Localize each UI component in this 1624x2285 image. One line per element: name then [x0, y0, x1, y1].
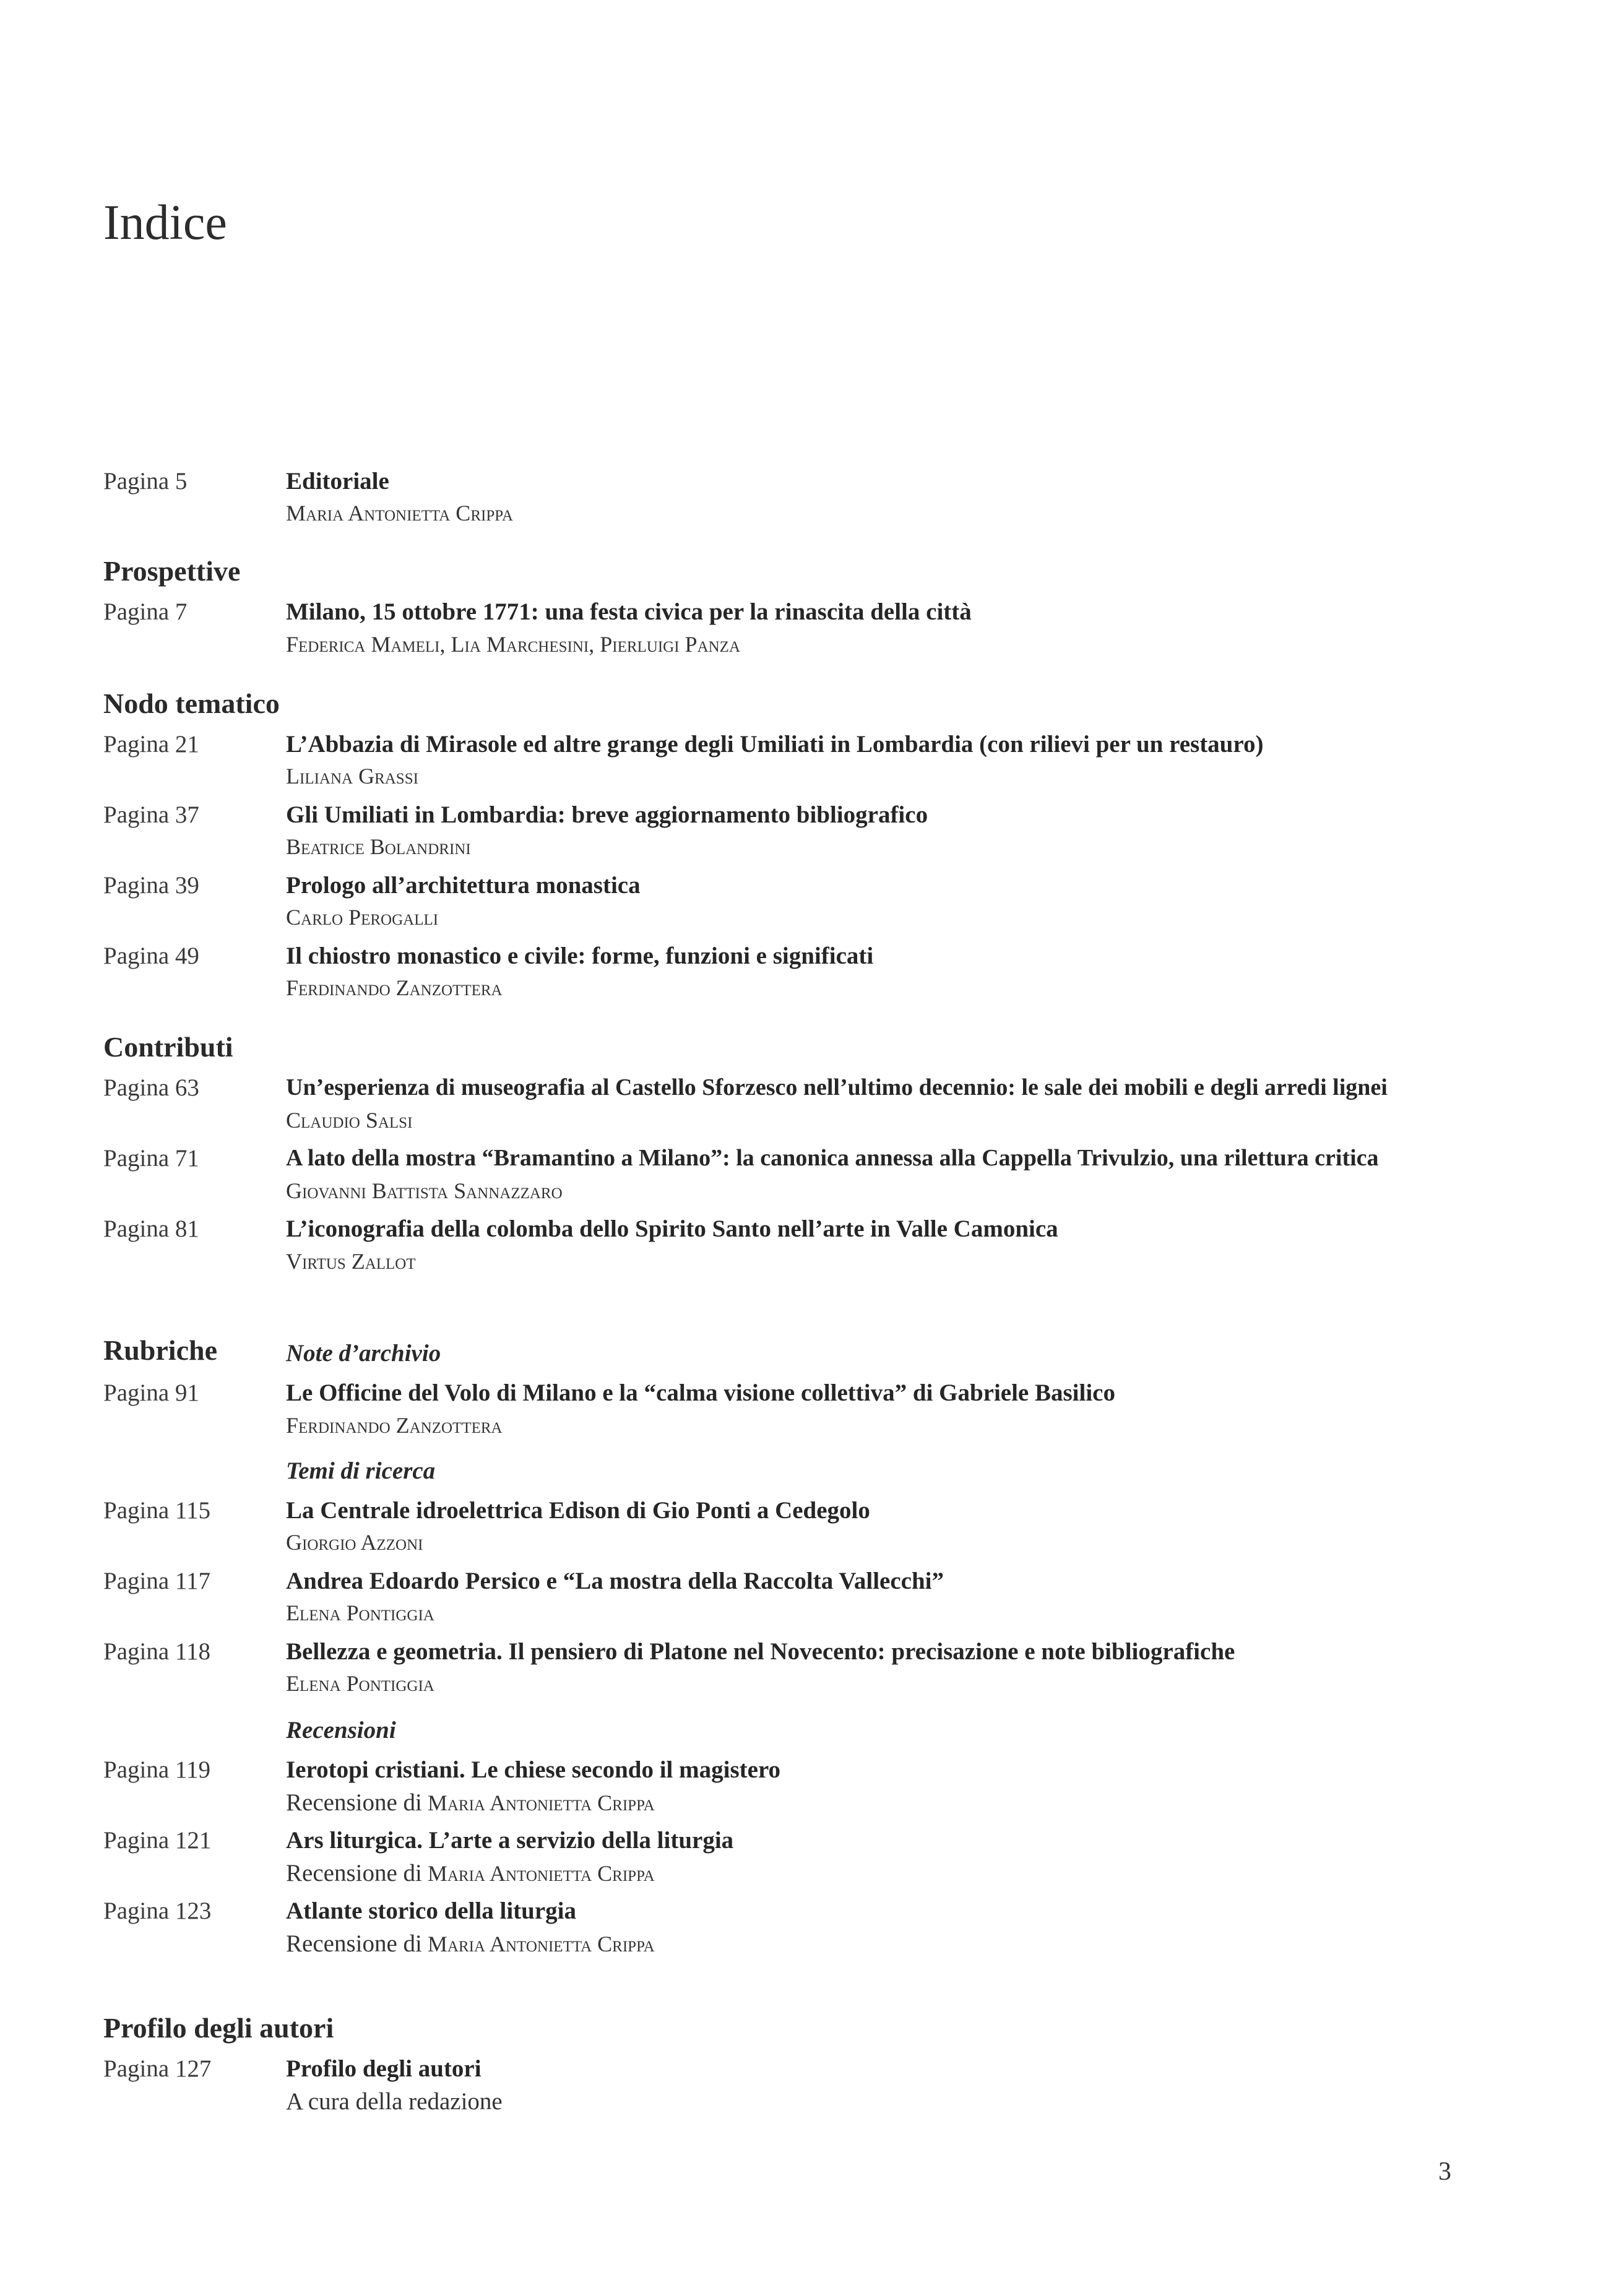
review-author: Maria Antonietta Crippa: [427, 1932, 655, 1956]
section-heading-profilo: Profilo degli autori: [103, 2012, 334, 2044]
review-author: Maria Antonietta Crippa: [427, 1861, 655, 1886]
entry-author: Giovanni Battista Sannazzaro: [286, 1178, 563, 1203]
entry-page-ref: Pagina 118: [103, 1638, 210, 1665]
entry-page-ref: Pagina 115: [103, 1497, 210, 1524]
entry-page-ref: Pagina 5: [103, 468, 188, 495]
entry-page-ref: Pagina 117: [103, 1568, 210, 1594]
entry-title: L’Abbazia di Mirasole ed altre grange degli Umiliati in Lombardia (con rilievi per un restauro): [286, 731, 1264, 758]
entry-author: Ferdinando Zanzottera: [286, 1413, 503, 1438]
entry-page-ref: Pagina 91: [103, 1380, 199, 1406]
review-author: Maria Antonietta Crippa: [427, 1790, 655, 1815]
entry-author: Ferdinando Zanzottera: [286, 975, 503, 1000]
entry-title: Andrea Edoardo Persico e “La mostra della Raccolta Vallecchi”: [286, 1568, 944, 1594]
entry-title: Il chiostro monastico e civile: forme, funzioni e significati: [286, 943, 874, 969]
entry-author: Federica Mameli, Lia Marchesini, Pierluigi Panza: [286, 632, 741, 657]
subsection-note-archivio: Note d’archivio: [286, 1340, 441, 1367]
entry-author: A cura della redazione: [286, 2088, 503, 2115]
entry-title: Atlante storico della liturgia: [286, 1898, 577, 1924]
entry-title: Bellezza e geometria. Il pensiero di Platone nel Novecento: precisazione e note bibliografiche: [286, 1638, 1235, 1665]
entry-page-ref: Pagina 37: [103, 801, 199, 828]
entry-author: Liliana Grassi: [286, 764, 418, 788]
entry-page-ref: Pagina 71: [103, 1145, 199, 1172]
entry-title: Milano, 15 ottobre 1771: una festa civica per la rinascita della città: [286, 598, 972, 625]
entry-page-ref: Pagina 81: [103, 1216, 199, 1242]
entry-page-ref: Pagina 39: [103, 872, 199, 899]
page-number: 3: [1438, 2158, 1451, 2186]
entry-title: Profilo degli autori: [286, 2055, 482, 2082]
entry-page-ref: Pagina 21: [103, 731, 199, 758]
entry-title: A lato della mostra “Bramantino a Milano”: la canonica annessa alla Cappella Trivulzio, una rilettura critica: [286, 1145, 1379, 1171]
section-heading-rubriche: Rubriche: [103, 1334, 217, 1366]
entry-page-ref: Pagina 119: [103, 1756, 210, 1783]
entry-author: [286, 1859, 655, 1887]
entry-page-ref: Pagina 7: [103, 598, 188, 625]
entry-page-ref: Pagina 121: [103, 1827, 212, 1854]
entry-title: Editoriale: [286, 468, 389, 495]
entry-author: [286, 1789, 655, 1816]
section-heading-nodo-tematico: Nodo tematico: [103, 688, 280, 719]
review-prefix: Recensione di: [286, 1930, 422, 1957]
entry-author: Elena Pontiggia: [286, 1671, 434, 1696]
review-prefix: Recensione di: [286, 1789, 422, 1816]
entry-page-ref: Pagina 63: [103, 1074, 199, 1101]
entry-title: Ars liturgica. L’arte a servizio della liturgia: [286, 1827, 734, 1854]
section-heading-prospettive: Prospettive: [103, 555, 241, 587]
entry-page-ref: Pagina 49: [103, 943, 199, 969]
entry-author: Giorgio Azzoni: [286, 1530, 423, 1555]
entry-title: Gli Umiliati in Lombardia: breve aggiornamento bibliografico: [286, 801, 928, 828]
entry-author: Maria Antonietta Crippa: [286, 501, 513, 525]
entry-title: Ierotopi cristiani. Le chiese secondo il magistero: [286, 1756, 781, 1783]
subsection-recensioni: Recensioni: [286, 1717, 396, 1743]
entry-author: Claudio Salsi: [286, 1108, 413, 1133]
entry-title: Un’esperienza di museografia al Castello Sforzesco nell’ultimo decennio: le sale dei mobili e degli arredi lignei: [286, 1074, 1388, 1100]
entry-author: Beatrice Bolandrini: [286, 834, 471, 859]
entry-title: Prologo all’architettura monastica: [286, 872, 641, 899]
entry-title: L’iconografia della colomba dello Spirito Santo nell’arte in Valle Camonica: [286, 1216, 1058, 1242]
entry-page-ref: Pagina 123: [103, 1898, 212, 1924]
entry-author: Virtus Zallot: [286, 1249, 416, 1274]
entry-author: [286, 1930, 655, 1958]
entry-title: Le Officine del Volo di Milano e la “calma visione collettiva” di Gabriele Basilico: [286, 1380, 1115, 1406]
section-heading-contributi: Contributi: [103, 1031, 233, 1063]
entry-page-ref: Pagina 127: [103, 2055, 212, 2082]
entry-author: Elena Pontiggia: [286, 1600, 434, 1625]
subsection-temi-ricerca: Temi di ricerca: [286, 1458, 436, 1484]
review-prefix: Recensione di: [286, 1860, 422, 1886]
entry-author: Carlo Perogalli: [286, 905, 439, 930]
entry-title: La Centrale idroelettrica Edison di Gio Ponti a Cedegolo: [286, 1497, 870, 1524]
page-title: Indice: [103, 196, 227, 250]
